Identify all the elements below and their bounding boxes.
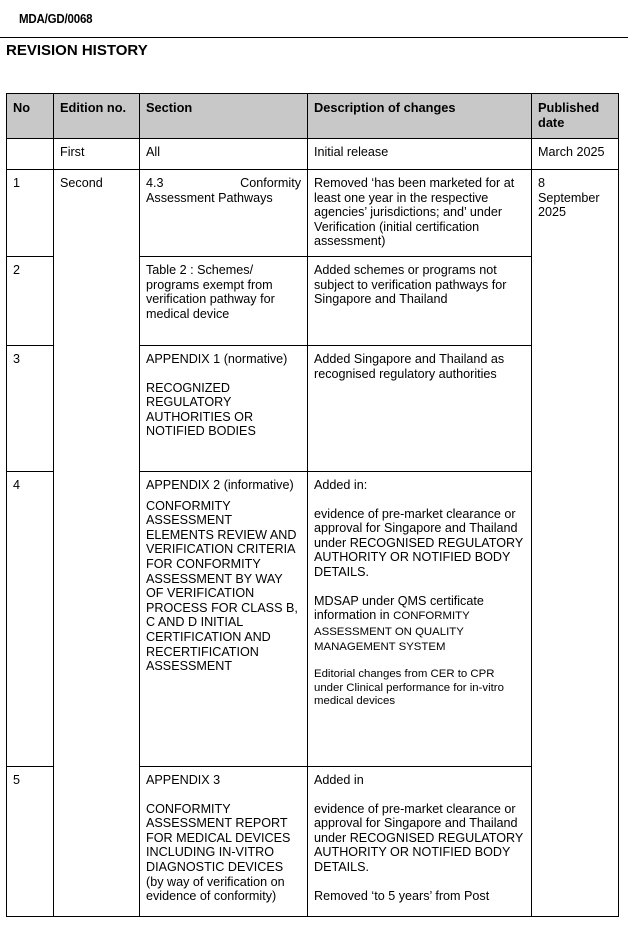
table-row — [7, 139, 619, 170]
cell-no: 2 — [7, 257, 54, 346]
cell-description: Added schemes or programs not subject to verification pathways for Singapore and Thailand — [308, 257, 532, 346]
section-text: Conformity — [240, 176, 301, 190]
cell-date — [532, 257, 619, 917]
cell-no: 5 — [7, 767, 54, 917]
cell-section — [140, 767, 308, 917]
section-number: 4.3 — [146, 176, 164, 190]
section-text: Assessment Pathways — [146, 190, 273, 205]
description-text: Editorial changes from CER to CPR under Clinical performance for in-vitro medical devices — [314, 668, 504, 708]
cell-section: All — [140, 139, 308, 170]
cell-date — [532, 170, 619, 257]
cell-description: Initial release — [308, 139, 532, 170]
section-text: CONFORMITY ASSESSMENT REPORT FOR MEDICAL DEVICES INCLUDING IN-VITRO DIAGNOSTIC DEVICES (by way of verification on evidence of conformity) — [146, 801, 291, 904]
column-header-description: Description of changes — [308, 94, 532, 139]
column-header-no: No — [7, 94, 54, 139]
column-header-edition: Edition no. — [54, 94, 140, 139]
section-text: APPENDIX 2 (informative) — [146, 478, 294, 492]
section-text: APPENDIX 3 — [146, 773, 221, 787]
description-text: Added in — [314, 773, 364, 787]
description-text: MDSAP under QMS certificate information in — [314, 593, 484, 623]
description-text: CONFORMITY ASSESSMENT ON QUALITY MANAGEMENT SYSTEM — [314, 610, 470, 653]
cell-description — [308, 767, 532, 917]
cell-no: 3 — [7, 346, 54, 472]
section-text: APPENDIX 1 (normative) — [146, 352, 288, 366]
cell-edition: First — [54, 139, 140, 170]
description-text: Added in: — [314, 478, 368, 492]
section-text: CONFORMITY ASSESSMENT ELEMENTS REVIEW AND VERIFICATION CRITERIA FOR CONFORMITY ASSESSMENT BY WAY OF VERIFICATION PROCESS FOR CLASS B, C AND D INITIAL CERTIFICATION AND RECERTIFICATION ASSESSMENT — [146, 498, 298, 674]
cell-description — [308, 472, 532, 767]
date-year: 2025 — [538, 205, 567, 220]
section-text: RECOGNIZED REGULATORY AUTHORITIES OR NOTIFIED BODIES — [146, 380, 256, 439]
date-day: 8 — [538, 176, 546, 190]
description-text: Removed ‘to 5 years’ from Post — [314, 888, 490, 903]
column-header-section: Section — [140, 94, 308, 139]
cell-no: 4 — [7, 472, 54, 767]
description-text: evidence of pre-market clearance or approval for Singapore and Thailand under RECOGNISED REGULATORY AUTHORITY OR NOTIFIED BODY DETAILS. — [314, 801, 524, 874]
cell-date: March 2025 — [532, 139, 619, 170]
cell-section — [140, 346, 308, 472]
column-header-published-date: Published date — [532, 94, 619, 139]
cell-section — [140, 170, 308, 257]
page-title: REVISION HISTORY — [6, 42, 148, 59]
table-row — [7, 170, 619, 257]
cell-section: Table 2 : Schemes/ programs exempt from verification pathway for medical device — [140, 257, 308, 346]
description-text: evidence of pre-market clearance or approval for Singapore and Thailand under RECOGNISED REGULATORY AUTHORITY OR NOTIFIED BODY DETAILS. — [314, 506, 524, 579]
cell-section — [140, 472, 308, 767]
cell-description: Removed ‘has been marketed for at least one year in the respective agencies’ jurisdictions; and’ under Verification (initial certification assessment) — [308, 170, 532, 257]
cell-description: Added Singapore and Thailand as recognised regulatory authorities — [308, 346, 532, 472]
date-month: September — [538, 190, 600, 205]
cell-edition: Second — [54, 170, 140, 917]
cell-no — [7, 139, 54, 170]
cell-no: 1 — [7, 170, 54, 257]
document-code: MDA/GD/0068 — [19, 12, 93, 26]
revision-history-table — [6, 93, 619, 917]
header-rule — [0, 37, 628, 38]
table-header-row — [7, 94, 619, 139]
